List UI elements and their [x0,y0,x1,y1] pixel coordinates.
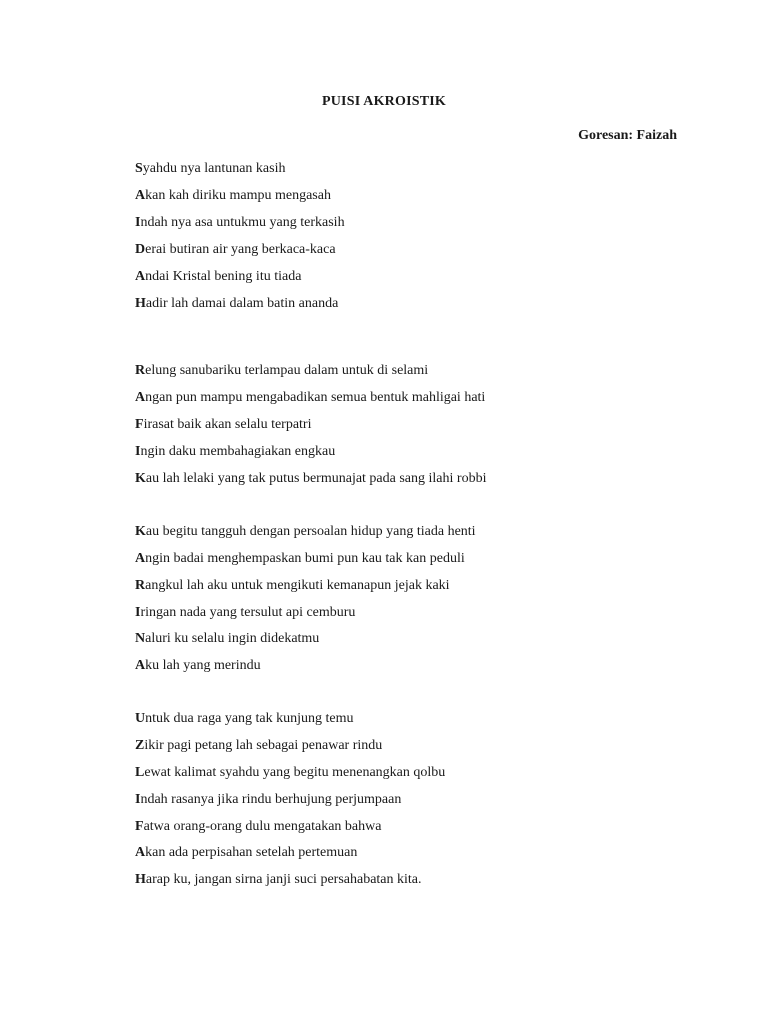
line-initial: I [135,215,141,230]
line-initial: F [135,417,144,432]
line-text: ngin daku membahagiakan engkau [140,444,336,459]
line-text: ndah rasanya jika rindu berhujung perjumpaan [140,792,402,807]
line-initial: S [135,161,143,176]
line-initial: K [135,471,146,486]
line-initial: A [135,551,146,566]
line-initial: A [135,188,146,203]
line-initial: A [135,390,146,405]
poem-line [135,241,336,259]
line-text: atwa orang-orang dulu mengatakan bahwa [143,819,382,834]
line-initial: D [135,242,146,257]
line-text: ewat kalimat syahdu yang begitu menenangkan qolbu [144,765,446,780]
poem-line [135,630,319,648]
line-initial: N [135,631,146,646]
poem-line [135,470,486,488]
line-text: kan ada perpisahan setelah pertemuan [145,845,358,860]
line-text: angkul lah aku untuk mengikuti kemanapun jejak kaki [145,578,450,593]
poem-line [135,187,331,205]
poem-line [135,791,401,809]
line-text: arap ku, jangan sirna janji suci persahabatan kita. [145,872,422,887]
line-text: ku lah yang merindu [145,658,261,673]
line-text: elung sanubariku terlampau dalam untuk di selami [145,363,429,378]
line-initial: R [135,578,146,593]
line-text: ngan pun mampu mengabadikan semua bentuk mahligai hati [145,390,486,405]
line-initial: I [135,444,141,459]
line-initial: F [135,819,144,834]
poem-line [135,871,422,889]
poem-line [135,604,355,622]
line-initial: A [135,845,146,860]
poem-line [135,389,485,407]
poem-line [135,362,428,380]
poem-line [135,160,285,178]
poem-line [135,268,301,286]
line-text: aluri ku selalu ingin didekatmu [145,631,320,646]
poem-line [135,657,261,675]
line-initial: L [135,765,145,780]
line-text: irasat baik akan selalu terpatri [143,417,312,432]
line-initial: I [135,605,141,620]
line-initial: H [135,296,146,311]
line-text: yahdu nya lantunan kasih [142,161,286,176]
poem-line [135,214,345,232]
poem-line [135,844,357,862]
line-initial: I [135,792,141,807]
line-text: au lah lelaki yang tak putus bermunajat pada sang ilahi robbi [145,471,487,486]
line-text: kan kah diriku mampu mengasah [145,188,331,203]
line-initial: A [135,658,146,673]
line-initial: A [135,269,146,284]
poem-line [135,295,338,313]
line-text: ndai Kristal bening itu tiada [145,269,302,284]
poem-line [135,818,381,836]
poem-line [135,550,465,568]
line-text: erai butiran air yang berkaca-kaca [145,242,336,257]
line-initial: R [135,363,146,378]
poem-line [135,710,354,728]
poem-title: PUISI AKROISTIK [322,94,446,109]
poem-line [135,577,450,595]
poem-line [135,523,476,541]
poem-author: Goresan: Faizah [578,128,677,143]
poem-line [135,764,445,782]
line-text: ndah nya asa untukmu yang terkasih [140,215,345,230]
line-text: au begitu tangguh dengan persoalan hidup yang tiada henti [145,524,476,539]
line-text: ikir pagi petang lah sebagai penawar rindu [144,738,383,753]
line-text: ngin badai menghempaskan bumi pun kau tak kan peduli [145,551,465,566]
line-text: adir lah damai dalam batin ananda [145,296,339,311]
line-initial: U [135,711,146,726]
line-initial: K [135,524,146,539]
poem-line [135,737,382,755]
line-initial: Z [135,738,145,753]
line-text: ntuk dua raga yang tak kunjung temu [145,711,354,726]
line-text: ringan nada yang tersulut api cemburu [140,605,356,620]
line-initial: H [135,872,146,887]
poem-line [135,416,312,434]
poem-line [135,443,335,461]
